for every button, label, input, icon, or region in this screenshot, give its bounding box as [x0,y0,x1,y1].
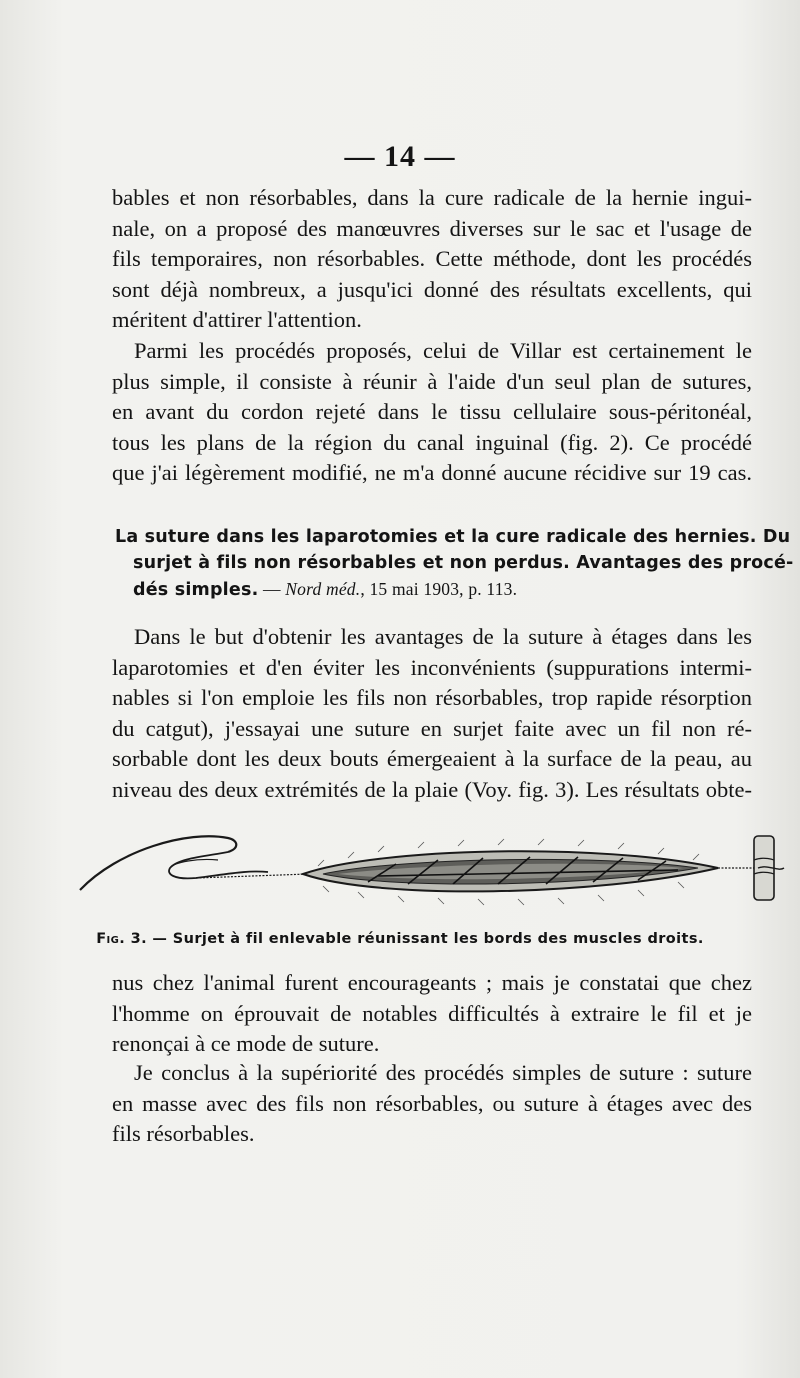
section-heading [115,524,794,603]
needle-icon [80,836,236,890]
text-line: que j'ai légèrement modifié, ne m'a donné aucune récidive sur 19 cas. [112,460,752,485]
text-line: nale, on a proposé des manœuvres diverses sur le sac et l'usage de [112,215,752,241]
text-line: niveau des deux extrémités de la plaie (Voy. fig. 3). Les résultats obte- [112,776,752,802]
reference-journal: Nord méd. [285,579,361,599]
text-line: sont déjà nombreux, a jusqu'ici donné des résultats excellents, qui [112,276,752,302]
text-line: Parmi les procédés proposés, celui de Villar est certainement le [134,338,752,363]
thread-knot-icon [754,836,784,900]
paragraph-continued [112,183,752,336]
text-line: du catgut), j'essayai une suture en surjet faite avec un fil non ré- [112,715,752,741]
text-line: renonçai à ce mode de suture. [112,1031,380,1056]
text-line: plus simple, il consiste à réunir à l'aide d'un seul plan de sutures, [112,368,752,394]
figure-caption [0,931,800,947]
text-line: nus chez l'animal furent encourageants ; mais je constatai que chez [112,970,752,995]
heading-line: dés simples. [133,580,259,600]
text-line: méritent d'attirer l'attention. [112,307,362,332]
suture-illustration [78,830,788,925]
text-line: Je conclus à la supériorité des procédés simples de suture : suture [134,1060,752,1085]
text-line: sorbable dont les deux bouts émergeaient à la surface de la peau, au [112,746,752,771]
text-line: l'homme on éprouvait de notables difficultés à extraire le fil et je [112,1000,752,1026]
text-line: laparotomies et d'en éviter les inconvénients (suppurations intermi- [112,654,752,680]
reference-dash: — [258,579,286,599]
text-line: en avant du cordon rejeté dans le tissu cellulaire sous-péritonéal, [112,399,752,424]
paragraph-villar [112,336,752,489]
heading-line: La suture dans les laparotomies et la cure radicale des hernies. Du [115,527,791,547]
paragraph-conclusion [112,1058,752,1150]
text-line: fils résorbables. [112,1121,255,1146]
heading-line-with-reference [115,576,755,603]
page-number: — 14 — [344,140,456,173]
paragraph-surjet [112,622,752,805]
figure-caption-text: — Surjet à fil enlevable réunissant les bords des muscles droits. [146,931,704,947]
heading-line: surjet à fils non résorbables et non perdus. Avantages des procé- [133,553,794,573]
reference-details: , 15 mai 1903, p. 113. [360,579,518,599]
paragraph-results [112,968,752,1060]
text-line: tous les plans de la région du canal inguinal (fig. 2). Ce procédé [112,429,752,455]
text-line: bables et non résorbables, dans la cure radicale de la hernie ingui- [112,185,752,210]
text-line: nables si l'on emploie les fils non résorbables, trop rapide résorption [112,685,752,710]
thread-loop-icon [169,852,268,878]
text-line: en masse avec des fils non résorbables, ou suture à étages avec des [112,1090,752,1116]
text-line: fils temporaires, non résorbables. Cette méthode, dont les procédés [112,246,752,271]
figure-label: Fig. 3. [96,931,147,947]
text-line: Dans le but d'obtenir les avantages de la suture à étages dans les [134,624,752,649]
